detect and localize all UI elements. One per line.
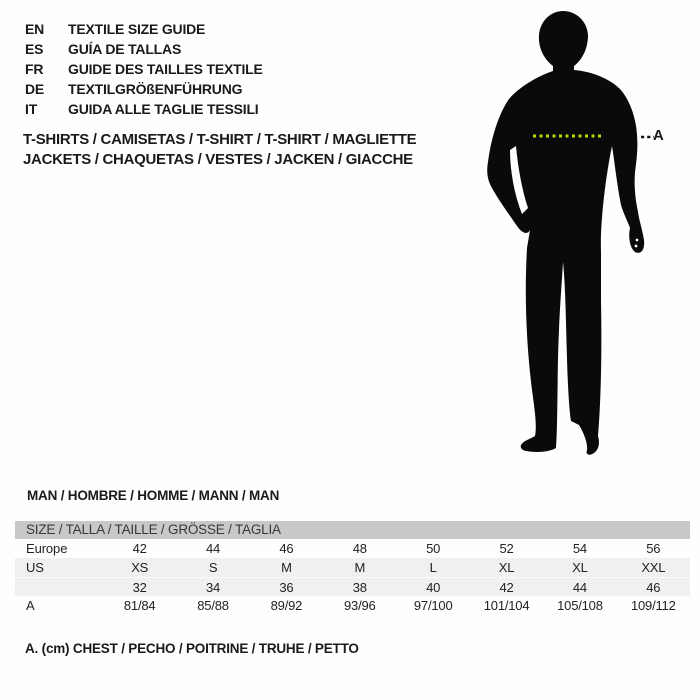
language-list [25, 19, 263, 119]
size-cell: S [208, 560, 218, 575]
table-row-europe [15, 539, 690, 558]
size-cell: 46 [279, 541, 294, 556]
language-row [25, 99, 263, 119]
category-line-tshirts: T-SHIRTS / CAMISETAS / T-SHIRT / T-SHIRT / MAGLIETTE [23, 131, 417, 148]
row-label: Europe [26, 541, 68, 556]
size-cell: 48 [352, 541, 367, 556]
table-row-numeric [15, 577, 690, 596]
size-table [15, 521, 690, 615]
size-cell: 56 [646, 541, 661, 556]
size-cell: 34 [206, 580, 221, 595]
row-label: A [26, 598, 35, 613]
language-code: DE [25, 81, 45, 97]
size-figure [460, 0, 700, 480]
table-row-us [15, 558, 690, 577]
size-table-header: SIZE / TALLA / TAILLE / GRÖSSE / TAGLIA [15, 521, 690, 539]
size-cell: M [354, 560, 366, 575]
man-silhouette [487, 11, 644, 455]
size-cell: L [429, 560, 437, 575]
language-label: TEXTILE SIZE GUIDE [68, 21, 206, 37]
footnote-chest: A. (cm) CHEST / PECHO / POITRINE / TRUHE / PETTO [25, 641, 359, 656]
language-row [25, 59, 263, 79]
size-cell: 97/100 [413, 598, 453, 613]
size-cell: 42 [499, 580, 514, 595]
size-cell: 54 [572, 541, 587, 556]
category-line-jackets: JACKETS / CHAQUETAS / VESTES / JACKEN / GIACCHE [23, 151, 413, 168]
size-cell: XS [131, 560, 149, 575]
man-silhouette-svg [460, 0, 700, 480]
size-cell: XL [572, 560, 588, 575]
size-cell: 38 [352, 580, 367, 595]
hand-finger-notch [636, 239, 639, 242]
category-list [23, 130, 416, 170]
size-cell: 46 [646, 580, 661, 595]
size-cell: 40 [426, 580, 441, 595]
language-row [25, 19, 263, 39]
size-cell: 42 [132, 541, 147, 556]
language-code: FR [25, 61, 44, 77]
row-label: US [26, 560, 44, 575]
language-code: IT [25, 101, 38, 117]
size-cell: XL [498, 560, 515, 575]
size-cell: M [281, 560, 292, 575]
size-cell: 81/84 [123, 598, 156, 613]
size-cell: 85/88 [197, 598, 229, 613]
language-label: TEXTILGRÖßENFÜHRUNG [68, 81, 243, 97]
hand-finger-notch [635, 245, 638, 248]
size-cell: 44 [206, 541, 221, 556]
size-cell: 105/108 [557, 598, 603, 613]
language-label: GUIDA ALLE TAGLIE TESSILI [68, 101, 259, 117]
language-label: GUÍA DE TALLAS [68, 41, 182, 57]
size-cell: 93/96 [344, 598, 376, 613]
size-cell: 32 [132, 580, 147, 595]
size-cell: 44 [572, 580, 587, 595]
size-cell: XXL [641, 560, 666, 575]
size-cell: 101/104 [483, 598, 530, 613]
language-row [25, 39, 263, 59]
size-cell: 109/112 [630, 598, 676, 613]
marker-label-a: A [653, 127, 664, 144]
row-label [15, 578, 103, 597]
size-cell: 36 [279, 580, 294, 595]
language-code: ES [25, 41, 44, 57]
size-cell: 52 [499, 541, 514, 556]
table-row-chest [15, 596, 690, 615]
size-cell: 50 [426, 541, 441, 556]
size-cell: 89/92 [270, 598, 303, 613]
language-row [25, 79, 263, 99]
section-title-man: MAN / HOMBRE / HOMME / MANN / MAN [27, 488, 280, 503]
language-label: GUIDE DES TAILLES TEXTILE [68, 61, 263, 77]
language-code: EN [25, 21, 45, 37]
